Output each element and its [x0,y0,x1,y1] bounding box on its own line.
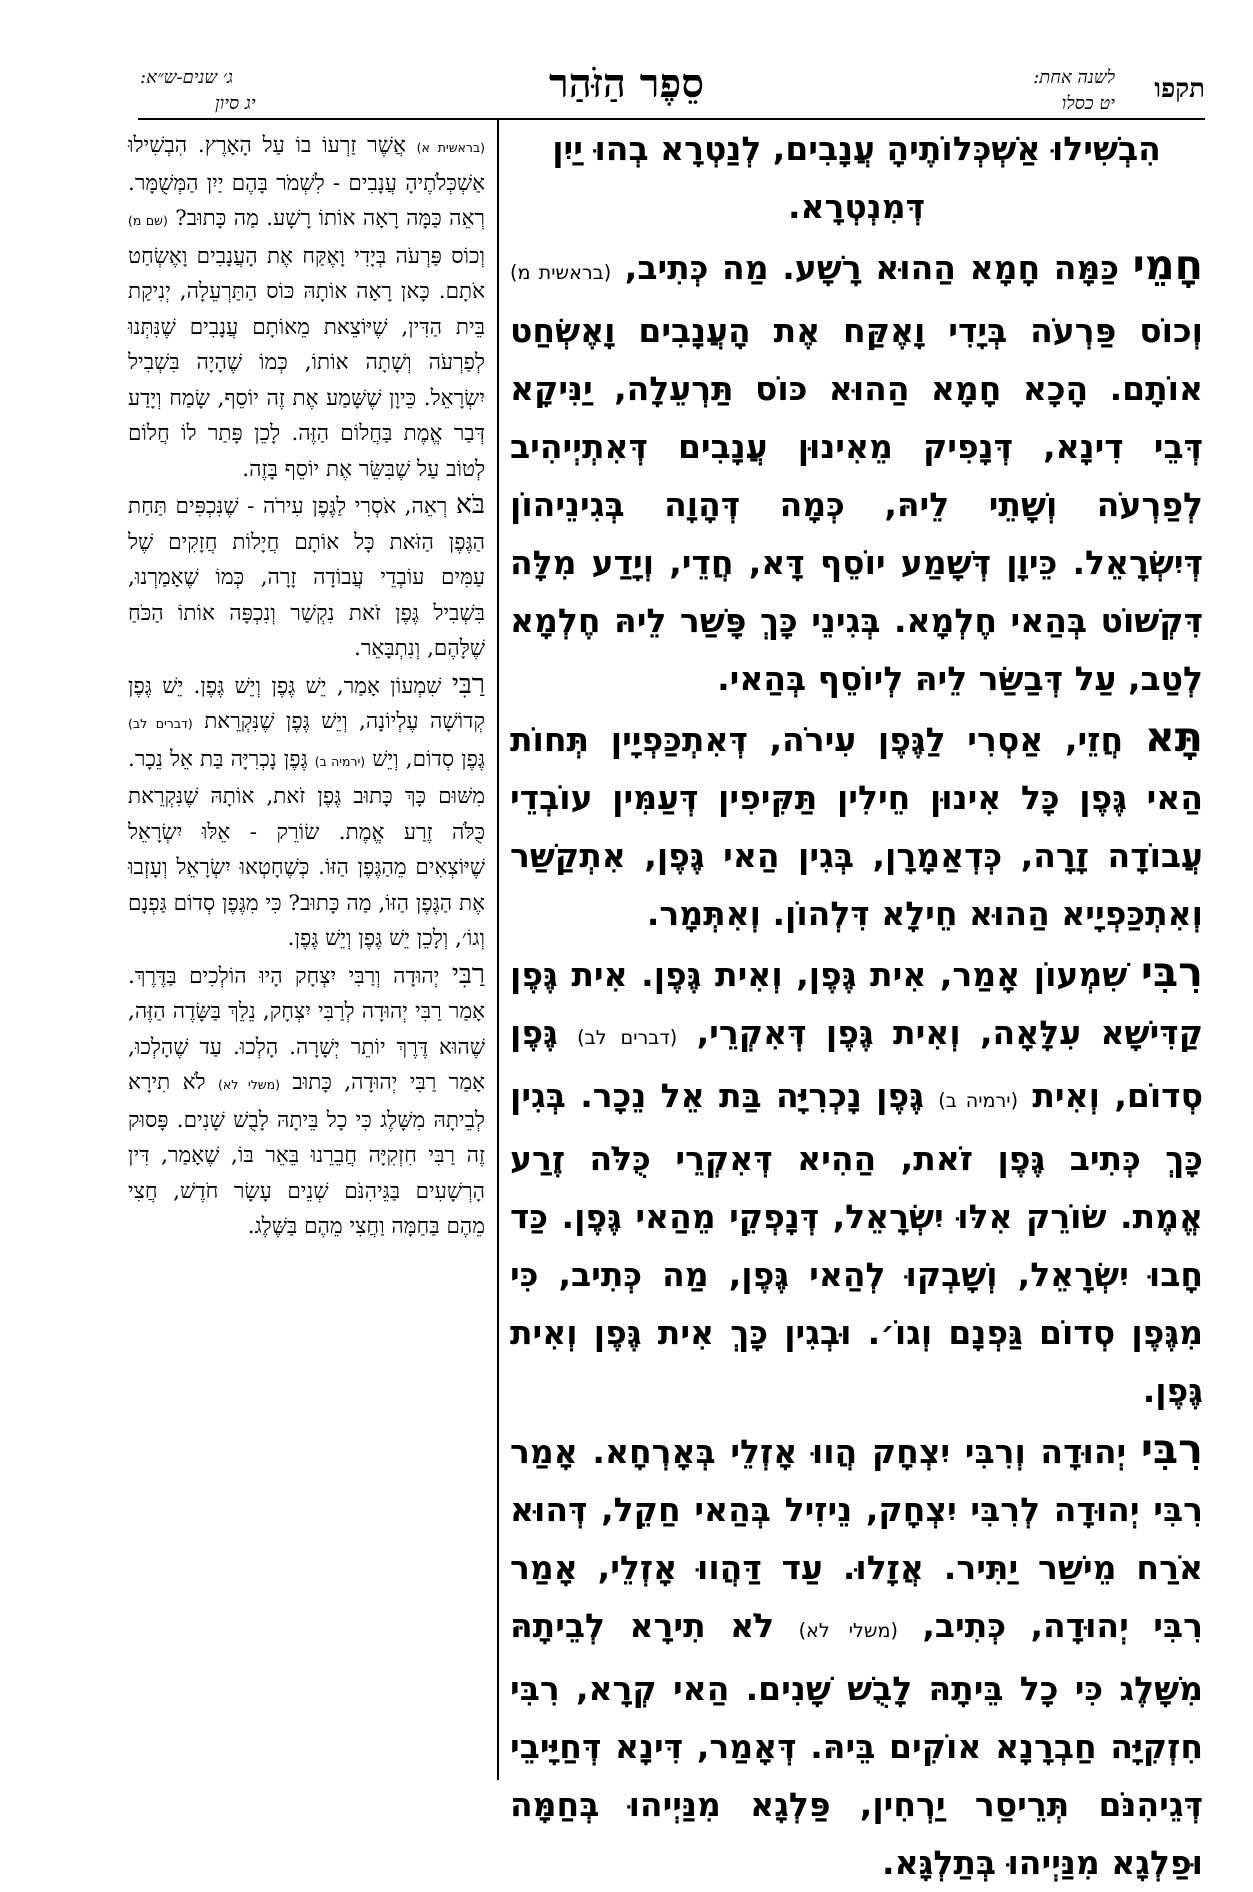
paragraph [510,1420,1203,1892]
yearly-schedule-label: לשנה אחת: [1033,67,1115,88]
opening-word: רִבִּי [1140,1425,1203,1473]
paragraph-text: חֲזֵי, אַסְרִי לַגֶּפֶן עִירֹה, דְּאִתְכַּפְיָין תְּחוֹת הַאי גֶּפֶן כָּל אִינוּן חֵילִין תַּקִּיפִין דְּעַמִּין עוֹבְדֵי עֲבוֹדָה זָרָה, כְּדְאַמָרָן, בְּגִין הַאי גֶּפֶן, אִתְקַשַּׁר וְאִתְכַּפְיָיא הַהוּא חֵילָא דִּלְהוֹן. וְאִתְּמָר. [510,720,1203,933]
opening-word: בֹּא [455,489,485,520]
source-reference: (ירמיה ב) [314,753,366,769]
source-reference: (משלי לא) [798,1619,898,1642]
paragraph-text: לֹא תִירָא לְבֵיתָהּ מִשָּׁלֶג כִּי כָל בֵּיתָהּ לָבֻשׁ שָׁנִים. פָּסוּק זֶה רַבִּי חִזְקִיָּה חֲבֵרֵנוּ בֵּאֵר בּוֹ, שֶׁאָמַר, דִּין הָרְשָׁעִים בַּגֵּיהִנֹּם שְׁנֵים עָשָׂר חֹדֶשׁ, חֲצִי מֵהֶם בַּחַמָּה וַחֲצִי מֵהֶם בַּשֶּׁלֶג. [128,1070,485,1239]
page-number: תקפו [1154,74,1205,104]
source-reference: (שם מ) [128,213,168,228]
source-reference: (דברים לב) [128,716,193,731]
paragraph-text: כַּמָּה חָמָא הַהוּא רָשָׁע. מַה כְּתִיב, [611,248,1133,287]
triennial-schedule-label: ג׳ שנים-ש״א: [140,67,233,88]
hebrew-translation-column [128,128,485,1245]
paragraph-text: גֶּפֶן נָכְרִיָּה בַּת אֵל נֵכָר. מִשּׁוּם כָּךְ כָּתוּב גֶּפֶן זֹאת, אוֹתָהּ שֶׁנִּקְרֵאת כֻּלֹּה זֶרַע אֱמֶת. שׂוֹרֵק - אֵלּוּ יִשְׂרָאֵל שֶׁיּוֹצְאִים מֵהַגֶּפֶן הַזּוֹ. כְּשֶׁחָטְאוּ יִשְׂרָאֵל וְעָזְבוּ אֶת הַגֶּפֶן הַזּוֹ, מַה כָּתוּב? כִּי מִגֶּפֶן סְדוֹם גַּפְנָם וְגוֹ׳, וְלָכֵן יֵשׁ גֶּפֶן וְיֵשׁ גֶּפֶן. [128,746,485,951]
column-divider [497,120,499,1780]
source-reference: (דברים לב) [577,1026,678,1049]
paragraph [510,943,1203,1420]
paragraph-text: גֶּפֶן סְדוֹם, וְאִית [510,1013,1203,1115]
opening-word: רִבִּי [1140,948,1203,996]
yearly-schedule-date: יט כסלו [1061,93,1115,114]
paragraph-text: שִׁמְעוֹן אָמַר, יֵשׁ גֶּפֶן וְיֵשׁ גֶּפֶן. יֵשׁ גֶּפֶן קְדוֹשָׁה עֶלְיוֹנָה, וְיֵשׁ גֶּפֶן שֶׁנִּקְרֵאת [128,673,485,734]
paragraph [128,128,485,487]
paragraph-text: הִבְשִׁילוּ אַשְׁכְּלוֹתֶיהָ עֲנָבִים, לְנַטְרָא בְהוּ יַיִן דְּמִנְטְרָא. [552,129,1161,226]
opening-word: תָּא [1144,713,1203,761]
paragraph [510,120,1203,236]
paragraph [128,487,485,667]
paragraph-text: גֶּפֶן נָכְרִיָּה בַּת אֵל נֵכָר. בְּגִין כָּךְ כְּתִיב גֶּפֶן זֹאת, הַהִיא דְּאִקְרֵי כֻּלֹּה זֶרַע אֱמֶת. שׂוֹרֵק אִלּוּ יִשְׂרָאֵל, דְּנָפְקֵי מֵהַאי גֶּפֶן. כַּד חָבוּ יִשְׂרָאֵל, וְשָׁבְקוּ לְהַאי גֶּפֶן, מַה כְּתִיב, כִּי מִגֶּפֶן סְדוֹם גַּפְנָם וְגוֹ׳. וּבְגִין כָּךְ אִית גֶּפֶן וְאִית גֶּפֶן. [510,1076,1203,1410]
paragraph-text: גֶּפֶן סְדוֹם, וְיֵשׁ [365,746,486,772]
paragraph-text: וְכוֹס פַּרְעֹה בְּיָדִי וָאֶקַּח אֶת הָעֲנָבִים וָאֶשְׂחַט אֹתָם. כָּאן רָאָה אוֹתָהּ כּוֹס הַתַּרְעֵלָה, יְנִיקַת בֵּית הַדִּין, שֶׁיּוֹצֵאת מֵאוֹתָם עֲנָבִים שֶׁנִּתְּנוּ לְפַרְעֹה וְשָׁתָה אוֹתוֹ, כְּמוֹ שֶׁהָיָה בִּשְׁבִיל יִשְׂרָאֵל. כֵּיוָן שֶׁשָּׁמַע אֶת זֶה יוֹסֵף, שָׂמַח וְיָדַע דְּבַר אֱמֶת בַּחֲלוֹם הַזֶּה. לָכֵן פָּתַר לוֹ חֲלוֹם לְטוֹב עַל שֶׁבִּשֵּׂר אֶת יוֹסֵף בָּזֶה. [128,243,485,482]
paragraph-text: רְאֵה, אֹסְרִי לַגֶּפֶן עִירֹה - שֶׁנִּכְפִּים תַּחַת הַגֶּפֶן הַזֹּאת כָּל אוֹתָם חֲיָלוֹת חֲזָקִים שֶׁל עַמִּים עוֹבְדֵי עֲבוֹדָה זָרָה, כְּמוֹ שֶׁאָמַרְנוּ, בִּשְׁבִיל גֶּפֶן זֹאת נִקְשַׁר וְנִכְפָּה אוֹתוֹ הַכֹּחַ שֶׁלָּהֶם, וְנִתְבָּאֵר. [128,494,485,661]
source-reference: (ירמיה ב) [938,1089,1019,1112]
opening-word: חָמֵי [1132,241,1203,289]
paragraph-text: יְהוּדָה וְרַבִּי יִצְחָק הָיוּ הוֹלְכִים בַּדֶּרֶךְ. אָמַר רַבִּי יְהוּדָה לְרַבִּי יִצְחָק, נֵלֵךְ בַּשָּׂדֶה הַזֶּה, שֶׁהוּא דֶּרֶךְ יוֹתֵר יְשָׁרָה. הָלְכוּ. עַד שֶׁהָלְכוּ, אָמַר רַבִּי יְהוּדָה, כָּתוּב [128,963,485,1095]
paragraph-text: יְהוּדָה וְרִבִּי יִצְחָק הֲווּ אָזְלֵי בְּאָרְחָא. אָמַר רִבִּי יְהוּדָה לְרִבִּי יִצְחָק, נֵיזִיל בְּהַאי חַקֵל, דְּהוּא אֹרַח מֵישַׁר יַתִּיר. אֲזָלוּ. עַד דַּהֲווּ אָזְלֵי, אָמַר רִבִּי יְהוּדָה, כְּתִיב, [510,1432,1203,1645]
paragraph [128,667,485,957]
aramaic-column [510,120,1203,1892]
source-reference: (בראשית מ) [510,261,612,284]
paragraph [510,236,1203,708]
paragraph-text: אֲשֶׁר זַרְעוֹ בוֹ עַל הָאָרֶץ. הִבְשִׁילוּ אַשְׁכְּלֹתֶיהָ עֲנָבִים - לִשְׁמֹר בָּהֶם יַיִן הַמְּשֻׁמָּר. רְאֵה כַּמָּה רָאָה אוֹתוֹ רָשָׁע. מַה כָּתוּב? [128,133,485,231]
opening-word: רַבִּי [451,668,485,700]
source-reference: (בראשית א) [416,140,485,155]
opening-word: רַבִּי [451,958,485,990]
paragraph-text: וְכוֹס פַּרְעֹה בְּיָדִי וָאֶקַּח אֶת הָעֲנָבִים וָאֶשְׂחַט אוֹתָם. הָכָא חָמָא הַהוּא כּוֹס תַּרְעֵלָה, יַנִּיקָא דְּבֵי דִינָא, דְּנָפִיק מֵאִינוּן עֲנָבִים דְּאִתְיְיהִיב לְפַרְעֹה וְשָׁתֵי לֵיהּ, כְּמָה דְּהָוָה בְּגִינֵיהוֹן דְּיִשְׂרָאֵל. כֵּיוָן דְּשָׁמַע יוֹסֵף דָּא, חֲדֵי, וְיָדַע מִלָּה דִּקְשׁוֹט בְּהַאי חֶלְמָא. בְּגִינֵי כָּךְ פָּשַׁר לֵיהּ חֶלְמָא לְטַב, עַל דְּבַשַּׂר לֵיהּ לְיוֹסֵף בְּהַאי. [510,311,1203,698]
paragraph-text: לֹא תִירָא לְבֵיתָהּ מִשָּׁלֶג כִּי כָל בֵּיתָהּ לָבֻשׁ שָׁנִים. הַאי קְרָא, רִבִּי חִזְקִיָּה חַבְרָנָא אוֹקִים בֵּיהּ. דְּאָמַר, דִּינָא דְּחַיָּיבֵי דְּגֵיהִנֹּם תְּרֵיסַר יַרְחִין, פַּלְגָא מִנַּיְיהוּ בְּחַמָּה וּפַלְגָא מִנַּיְיהוּ בְּתַלְגָּא. [510,1606,1203,1882]
paragraph [510,708,1203,943]
page-title: סֵפֶר הַזֹּהַר [549,60,704,107]
source-reference: (משלי לא) [218,1077,280,1092]
triennial-schedule-date: יג סיון [215,93,256,114]
paragraph [128,957,485,1245]
paragraph-text: שִׁמְעוֹן אָמַר, אִית גֶּפֶן, וְאִית גֶּפֶן. אִית גֶּפֶן קַדִּישָׁא עִלָּאָה, וְאִית גֶּפֶן דְּאִקְרֵי, [510,955,1203,1052]
